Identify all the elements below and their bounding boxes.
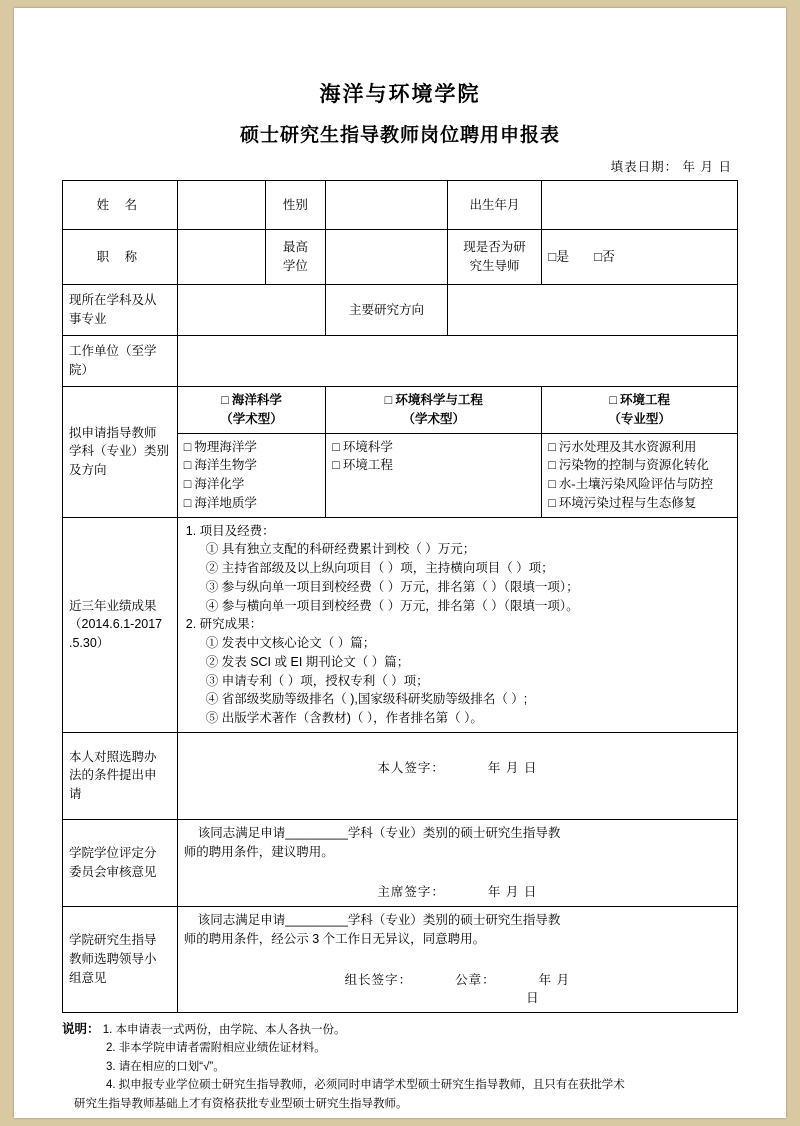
- group-signature-date: 年 月: [538, 972, 571, 987]
- notes-item-1: 1. 本申请表一式两份，由学院、本人各执一份。: [102, 1024, 346, 1036]
- checkbox-advisor-yes[interactable]: □是: [548, 249, 570, 265]
- achievement-item-2-2: ② 发表 SCI 或 EI 期刊论文（ ）篇；: [205, 654, 410, 669]
- category-head-env-sci-eng[interactable]: [326, 387, 542, 434]
- category-head-env-eng-line1: □ 环境工程: [609, 393, 670, 407]
- achievement-item-2-4: ④ 省部级奖励等级排名（ ),国家级科研奖励等级排名（ ）;: [205, 692, 528, 707]
- field-research-direction[interactable]: [447, 285, 737, 336]
- field-name[interactable]: [177, 181, 265, 230]
- committee-signature-line: [184, 883, 731, 902]
- label-self-statement-line1: 本人对照选聘办: [69, 749, 157, 764]
- achievement-item-2-5: ⑤ 出版学术著作（含教材)（ ），作者排名第（ ）。: [205, 711, 483, 725]
- label-is-advisor-line2: 究生导师: [469, 259, 520, 273]
- label-committee-opinion-line2: 委员会审核意见: [69, 864, 157, 879]
- document-page: [14, 8, 786, 1118]
- label-achievements: [63, 517, 178, 732]
- checkbox-pollutant-control[interactable]: □ 污染物的控制与资源化转化: [548, 458, 709, 473]
- checkbox-environmental-engineering[interactable]: □ 环境工程: [332, 458, 393, 473]
- label-gender: 性别: [265, 181, 326, 230]
- notes-item-3: 3. 请在相应的口划“√”。: [106, 1060, 225, 1073]
- table-row-title: [63, 230, 738, 285]
- label-highest-degree-line2: 学位: [282, 259, 308, 273]
- committee-signature-date: 年 月 日: [487, 885, 538, 900]
- table-row-discipline: [63, 285, 738, 336]
- checkbox-advisor-no[interactable]: □否: [594, 249, 615, 265]
- checkbox-marine-biology[interactable]: □ 海洋生物学: [183, 458, 257, 473]
- field-highest-degree[interactable]: [326, 230, 448, 285]
- achievement-item-1-4: ④ 参与横向单一项目到校经费（ ）万元，排名第（ ）（限填一项）。: [205, 598, 579, 613]
- label-self-statement: [63, 732, 178, 819]
- notes-item-4: 4. 拟申报专业学位硕士研究生指导教师，必须同时申请学术型硕士研究生指导教师，且只有在获批学术: [106, 1079, 625, 1092]
- category-head-marine-science-line2: （学术型）: [220, 411, 283, 426]
- achievement-item-2-3: ③ 申请专利（ ）项，授权专利（ ）项；: [205, 673, 429, 688]
- table-row-work-unit: [63, 336, 738, 387]
- group-signature-line: [184, 971, 731, 990]
- committee-opinion-line1: 该同志满足申请_________学科（专业）类别的硕士研究生指导教: [197, 825, 561, 840]
- label-group-opinion-line1: 学院研究生指导: [69, 933, 157, 948]
- checkbox-marine-geology[interactable]: □ 海洋地质学: [183, 495, 257, 510]
- label-work-unit-line1: 工作单位（至学: [69, 344, 157, 359]
- achievement-item-1-1: ① 具有独立支配的科研经费累计到校（ ）万元；: [205, 542, 476, 557]
- label-highest-degree: [265, 230, 326, 285]
- fill-date-line: 填表日期： 年 月 日: [610, 160, 732, 174]
- self-signature-line: [184, 759, 731, 778]
- notes-heading: 说明：: [62, 1022, 100, 1036]
- committee-signature-label: 主席签字：: [377, 885, 445, 900]
- table-row-basic: [63, 181, 738, 230]
- label-group-opinion: [63, 907, 178, 1013]
- application-form-table: [62, 180, 738, 1013]
- label-birth: 出生年月: [447, 181, 542, 230]
- category-options-marine-science: [177, 433, 326, 517]
- field-work-unit[interactable]: [177, 336, 737, 387]
- label-group-opinion-line2: 教师选聘领导小: [69, 952, 157, 967]
- label-professional-title: 职 称: [63, 230, 178, 285]
- field-achievements[interactable]: [177, 517, 737, 732]
- achievement-item-1-3: ③ 参与纵向单一项目到校经费（ ）万元，排名第（ ）（限填一项）；: [205, 579, 579, 594]
- label-achievements-line2: （2014.6.1-2017: [69, 617, 163, 632]
- table-row-achievements: [63, 517, 738, 732]
- achievement-item-2-1: ① 发表中文核心论文（ ）篇；: [205, 636, 376, 650]
- category-head-marine-science-line1: □ 海洋科学: [221, 393, 282, 407]
- label-group-opinion-line3: 组意见: [69, 970, 107, 985]
- category-head-env-sci-eng-line2: （学术型）: [402, 411, 465, 426]
- category-head-env-eng[interactable]: [542, 387, 738, 434]
- field-self-statement[interactable]: [177, 732, 737, 819]
- label-is-advisor: [447, 230, 542, 285]
- category-head-marine-science[interactable]: [177, 387, 326, 434]
- self-signature-label: 本人签字：: [377, 760, 445, 775]
- notes-item-4-continued: 研究生指导教师基础上才有资格获批专业型硕士研究生指导教师。: [74, 1097, 408, 1110]
- label-work-unit: [63, 336, 178, 387]
- label-committee-opinion-line1: 学院学位评定分: [69, 846, 157, 861]
- document-body: [14, 8, 786, 1113]
- field-group-opinion[interactable]: [177, 907, 737, 1013]
- label-self-statement-line2: 法的条件提出申: [69, 768, 157, 783]
- label-current-discipline-line2: 事专业: [69, 312, 107, 326]
- label-apply-category-line3: 及方向: [69, 463, 107, 478]
- checkbox-environmental-science[interactable]: □ 环境科学: [332, 439, 393, 454]
- label-is-advisor-line1: 现是否为研: [463, 240, 526, 255]
- field-gender[interactable]: [326, 181, 448, 230]
- label-committee-opinion: [63, 819, 178, 906]
- label-apply-category: [63, 387, 178, 518]
- college-title: 海洋与环境学院: [319, 82, 481, 106]
- table-row-group-opinion: [63, 907, 738, 1013]
- achievement-section1-title: 1. 项目及经费：: [185, 523, 275, 538]
- group-signature-label: 组长签字：: [344, 972, 413, 987]
- table-row-committee-opinion: [63, 819, 738, 906]
- group-opinion-line2: 师的聘用条件，经公示 3 个工作日无异议，同意聘用。: [183, 931, 486, 946]
- achievement-item-1-2: ② 主持省部级及以上纵向项目（ ）项，主持横向项目（ ）项；: [205, 561, 554, 575]
- category-head-env-eng-line2: （专业型）: [608, 411, 671, 426]
- label-highest-degree-line1: 最高: [282, 240, 308, 255]
- checkbox-physical-oceanography[interactable]: □ 物理海洋学: [183, 439, 257, 454]
- label-current-discipline-line1: 现所在学科及从: [69, 293, 157, 308]
- group-signature-date-2: 日: [526, 991, 539, 1006]
- label-achievements-line1: 近三年业绩成果: [69, 598, 157, 613]
- label-research-direction: 主要研究方向: [326, 285, 448, 336]
- category-head-env-sci-eng-line1: □ 环境科学与工程: [384, 393, 483, 407]
- notes-section: [62, 1019, 738, 1113]
- committee-opinion-line2: 师的聘用条件，建议聘用。: [183, 844, 334, 859]
- label-current-discipline: [63, 285, 178, 336]
- form-title: 硕士研究生指导教师岗位聘用申报表: [239, 125, 560, 146]
- category-options-env-sci-eng: [326, 433, 542, 517]
- self-signature-date: 年 月 日: [487, 760, 538, 775]
- group-seal-label: 公章：: [455, 972, 496, 987]
- field-current-discipline[interactable]: [177, 285, 326, 336]
- group-opinion-line1: 该同志满足申请_________学科（专业）类别的硕士研究生指导教: [197, 913, 561, 927]
- checkbox-soil-water-risk[interactable]: □ 水-土壤污染风险评估与防控: [548, 477, 714, 491]
- field-birth[interactable]: [542, 181, 738, 230]
- label-apply-category-line1: 拟申请指导教师: [69, 425, 157, 440]
- field-is-advisor: [542, 230, 738, 285]
- category-options-env-eng: [542, 433, 738, 517]
- checkbox-wastewater-treatment[interactable]: □ 污水处理及其水资源利用: [548, 439, 697, 454]
- checkbox-marine-chemistry[interactable]: □ 海洋化学: [183, 477, 245, 491]
- label-name: 姓 名: [63, 181, 178, 230]
- label-work-unit-line2: 院）: [69, 363, 95, 377]
- field-professional-title[interactable]: [177, 230, 265, 285]
- label-achievements-line3: .5.30）: [69, 636, 110, 650]
- table-row-category-heads: [63, 387, 738, 434]
- label-self-statement-line3: 请: [69, 787, 82, 802]
- field-committee-opinion[interactable]: [177, 819, 737, 906]
- label-apply-category-line2: 学科（专业）类别: [69, 444, 170, 459]
- notes-item-2: 2. 非本学院申请者需附相应业绩佐证材料。: [106, 1042, 326, 1055]
- checkbox-pollution-ecological-restoration[interactable]: □ 环境污染过程与生态修复: [548, 495, 697, 510]
- table-row-self-statement: [63, 732, 738, 819]
- achievement-section2-title: 2. 研究成果：: [185, 617, 263, 632]
